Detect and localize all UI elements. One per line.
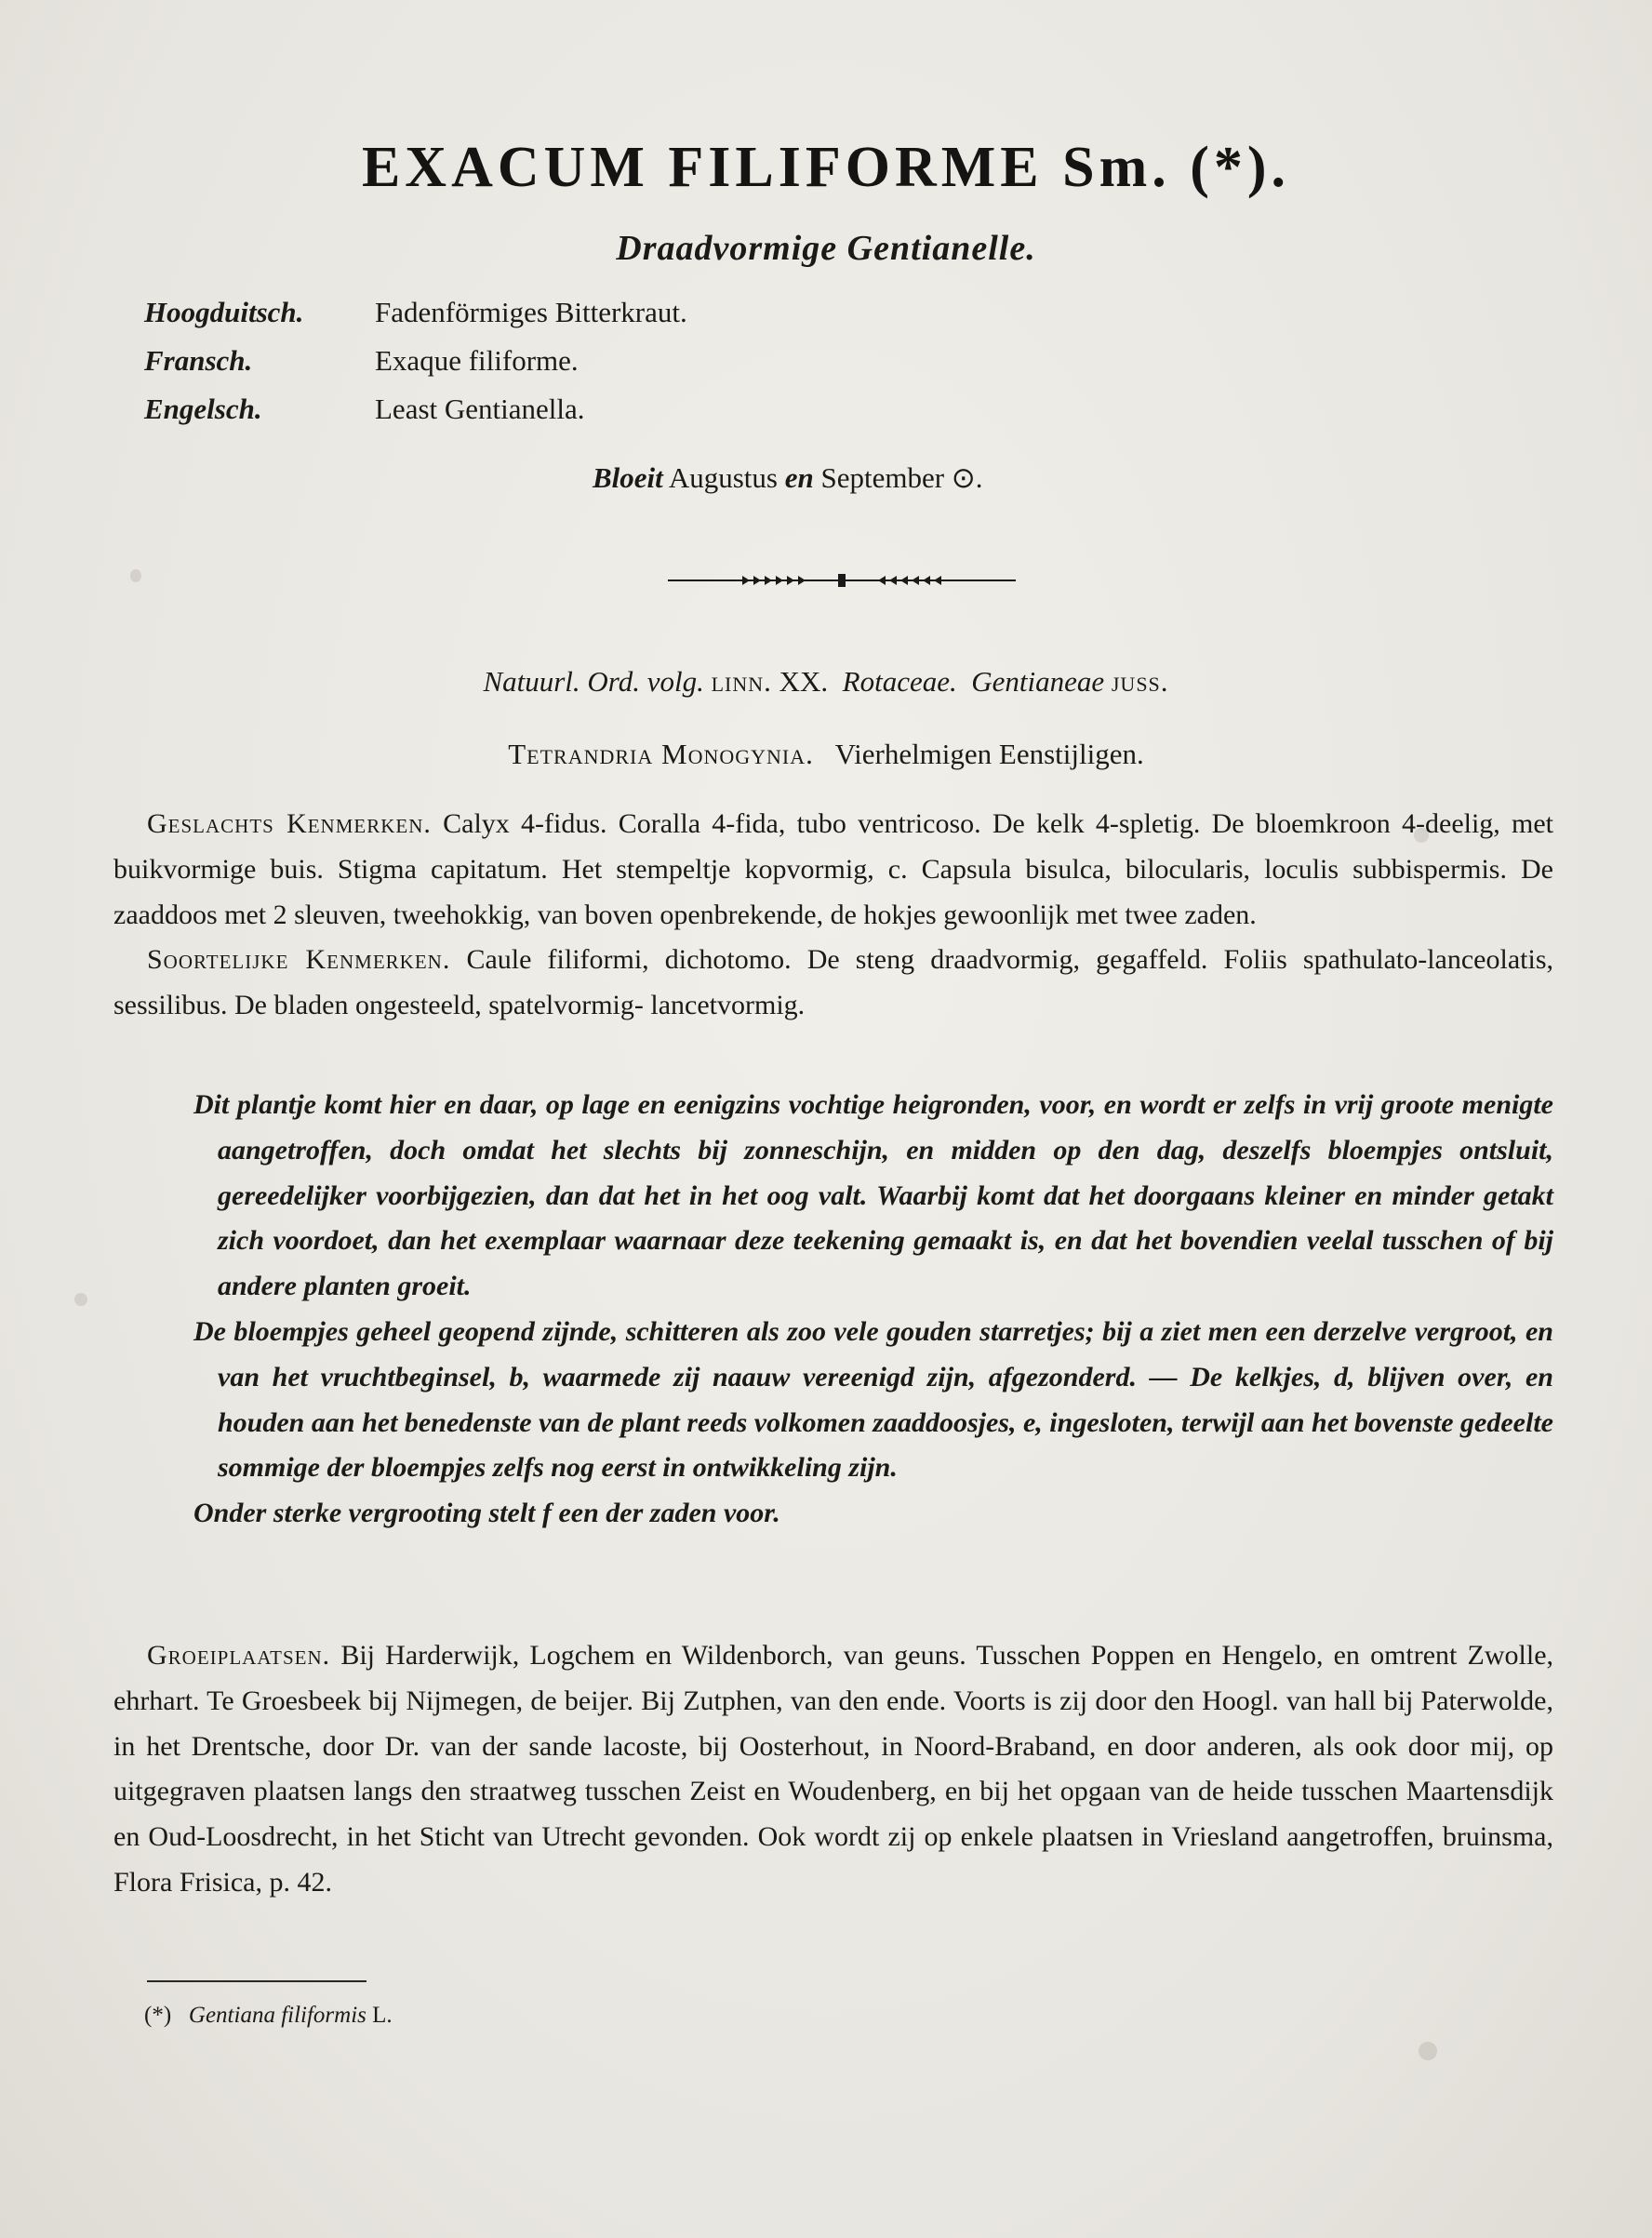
description-paragraph: Dit plantje komt hier en daar, op lage en eenigzins vochtige heigronden, voor, en wordt er zelfs in vrij groote menigte aangetroffen, doch omdat het slechts bij zonneschijn, en midden op den dag, deszelfs bloempjes ontsluit, gereedelijker voorbijgezien, dan dat het in het oog valt. Waarbij komt dat het doorgaans kleiner en minder getakt zich voordoet, dan het exemplaar waarnaar deze teekening gemaakt is, en dat het bovendien veelal tusschen of bij andere planten groeit. <box>193 1089 1553 1302</box>
annual-symbol: ⊙. <box>951 461 983 494</box>
paper-spot <box>1419 2042 1437 2060</box>
habitat-section <box>113 1633 1553 1906</box>
natural-order-line <box>0 665 1652 699</box>
description-paragraph: De bloempjes geheel geopend zijnde, schitteren als zoo vele gouden starretjes; bij a ziet men een derzelve vergroot, en van het vruchtbeginsel, b, waarmede zij naauw vereenigd zijn, afgezonderd. — De kelkjes, d, blijven over, en houden aan het benedenste van de plant reeds volkomen zaaddoosjes, e, ingesloten, terwijl aan het bovenste gedeelte sommige der bloempjes zelfs nog eerst in ontwikkeling zijn. <box>193 1315 1553 1484</box>
page-subtitle: Draadvormige Gentianelle. <box>616 229 1036 268</box>
species-text: Caule filiformi, dichotomo. De steng draadvormig, gegaffeld. Foliis spathulato-lanceolatis, sessilibus. De bladen ongesteeld, spatelvormig- lancetvormig. <box>113 944 1553 1021</box>
language-label: Engelsch. <box>144 393 262 425</box>
paper-spot <box>130 569 141 582</box>
footnote-mark: (*) <box>144 2003 172 2028</box>
genus-characteristics <box>113 802 1553 938</box>
habitat-label: Groeiplaatsen. <box>147 1640 331 1671</box>
species-characteristics <box>113 938 1553 1029</box>
footnote-text: Gentiana filiformis <box>188 2003 366 2028</box>
order-rotaceae: Rotaceae. <box>842 665 957 698</box>
common-name: Fadenförmiges Bitterkraut. <box>375 296 687 328</box>
order-number: XX. <box>779 665 829 698</box>
flowering-period <box>593 461 983 495</box>
author-juss: juss. <box>1111 665 1169 698</box>
ornamental-divider <box>668 571 1016 590</box>
flowering-month-1: Augustus <box>668 461 778 494</box>
paper-spot <box>74 1293 87 1306</box>
description-section <box>113 1083 1553 1537</box>
class-dutch: Vierhelmigen Eenstijligen. <box>834 738 1144 770</box>
habitat-paragraph <box>113 1633 1553 1906</box>
language-label: Fransch. <box>144 344 253 377</box>
species-label: Soortelijke Kenmerken. <box>147 944 451 976</box>
language-label: Hoogduitsch. <box>144 296 304 328</box>
order-label: Natuurl. Ord. volg. <box>483 665 704 698</box>
genus-label: Geslachts Kenmerken. <box>147 808 432 839</box>
order-gentianeae: Gentianeae <box>971 665 1105 698</box>
flowering-month-2: September <box>820 461 945 494</box>
footnote-rule <box>147 1980 366 1982</box>
description-paragraph: Onder sterke vergrooting stelt f een der zaden voor. <box>193 1498 780 1529</box>
author-linn: linn. <box>711 665 772 698</box>
characteristics-section <box>113 802 1553 1029</box>
linnaean-class-line <box>0 738 1652 771</box>
page-title: EXACUM FILIFORME Sm. (*). <box>361 136 1291 199</box>
class-latin: Tetrandria Monogynia. <box>508 738 814 770</box>
footnote <box>144 2003 393 2029</box>
common-name: Exaque filiforme. <box>375 344 579 377</box>
footnote-author: L. <box>372 2003 393 2028</box>
genus-text: Calyx 4-fidus. Coralla 4-fida, tubo ventricoso. De kelk 4-spletig. De bloemkroon 4-deelig, met buikvormige buis. Stigma capitatum. Het stempeltje kopvormig, c. Capsula bisulca, bilocularis, loculis subbispermis. De zaaddoos met 2 sleuven, tweehokkig, van boven openbrekende, de hokjes gewoonlijk met twee zaden. <box>113 808 1554 930</box>
habitat-text: Bij Harderwijk, Logchem en Wildenborch, van geuns. Tusschen Poppen en Hengelo, en omtrent Zwolle, ehrhart. Te Groesbeek bij Nijmegen, de beijer. Bij Zutphen, van den ende. Voorts is zij door den Hoogl. van hall bij Paterwolde, in het Drentsche, door Dr. van der sande lacoste, bij Oosterhout, in Noord-Braband, en door anderen, als ook door mij, op uitgegraven plaatsen langs den straatweg tusschen Zeist en Woudenberg, en bij het opgaan van de heide tusschen Maartensdijk en Oud-Loosdrecht, in het Sticht van Utrecht gevonden. Ook wordt zij op enkele plaatsen in Vriesland aangetroffen, bruinsma, Flora Frisica, p. 42. <box>113 1640 1554 1898</box>
flowering-conjunction: en <box>784 461 814 494</box>
flowering-label: Bloeit <box>593 461 663 494</box>
common-name: Least Gentianella. <box>375 393 585 425</box>
